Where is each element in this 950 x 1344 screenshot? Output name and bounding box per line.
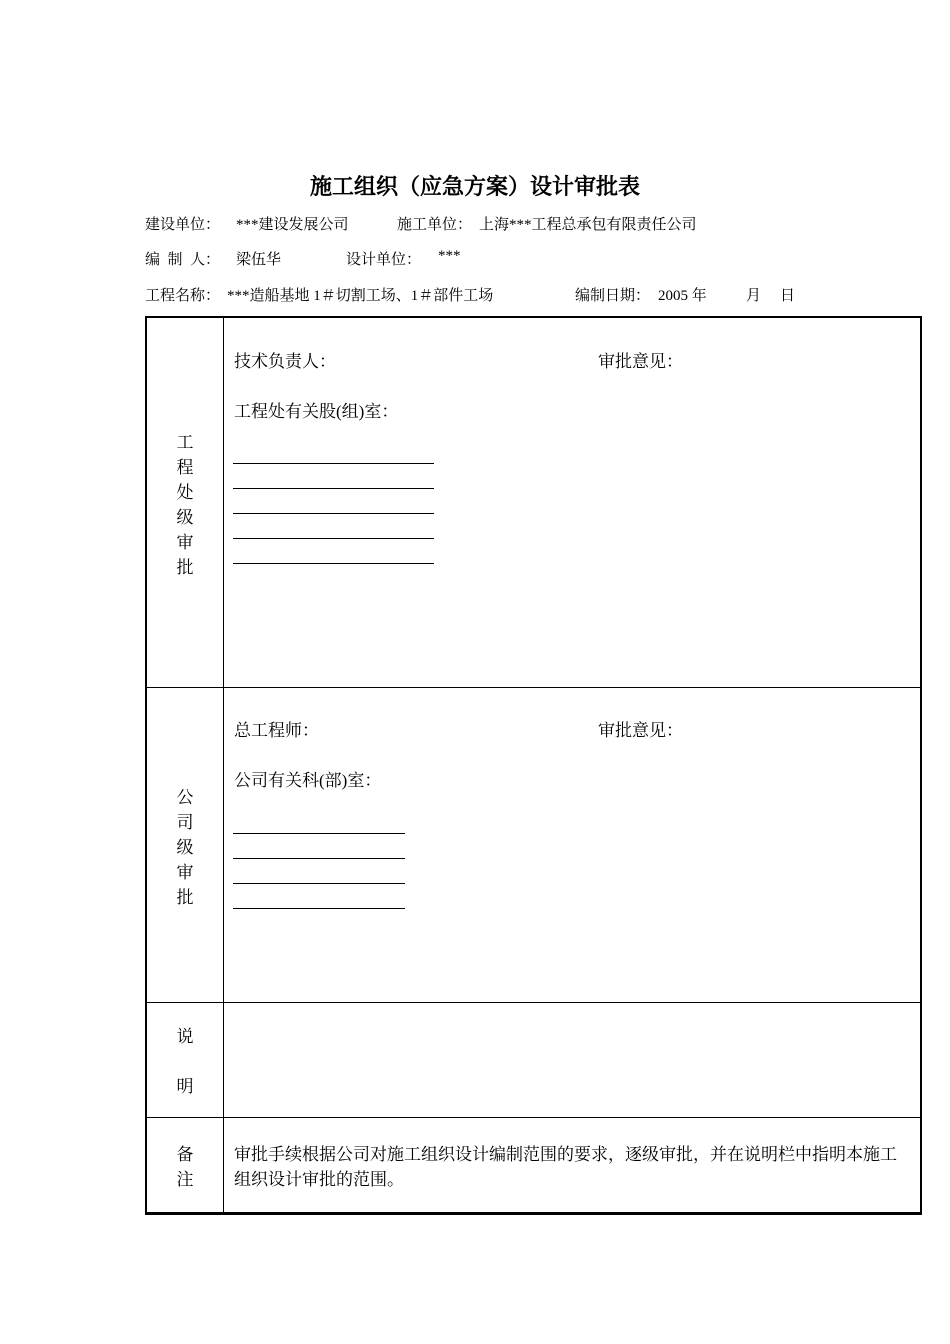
compile-date-day: 日 — [780, 288, 796, 304]
row-divider-1 — [145, 687, 922, 688]
remarks-text: 审批手续根据公司对施工组织设计编制范围的要求，逐级审批，并在说明栏中指明本施工组织设计审批的范围。 — [234, 1145, 897, 1189]
row-divider-3 — [145, 1117, 922, 1118]
page-title: 施工组织（应急方案）设计审批表 — [309, 175, 640, 200]
design-unit-label: 设计单位： — [346, 252, 422, 268]
company-dept-label: 公司有关科(部)室： — [234, 771, 382, 790]
construction-unit-label: 建设单位： — [145, 217, 221, 233]
section-label-remarks: 备 注 — [176, 1145, 194, 1189]
chief-engineer-label: 总工程师： — [234, 721, 319, 740]
compile-date-label: 编制日期： — [575, 288, 651, 304]
contractor-value: 上海***工程总承包有限责任公司 — [479, 217, 697, 233]
compile-date-month: 月 — [746, 288, 762, 304]
row-divider-2 — [145, 1002, 922, 1003]
engineering-opinion-label: 审批意见： — [598, 352, 683, 371]
compile-date-year: 2005 年 — [658, 288, 707, 304]
signature-line — [233, 563, 434, 564]
signature-line — [233, 538, 434, 539]
contractor-label: 施工单位： — [397, 217, 473, 233]
design-unit-value: *** — [438, 248, 461, 264]
table-border-bottom — [145, 1212, 922, 1215]
company-opinion-label: 审批意见： — [598, 721, 683, 740]
section-label-explanation: 说 明 — [176, 1027, 194, 1096]
table-border-right — [920, 316, 922, 1215]
signature-line — [233, 908, 405, 909]
signature-line — [233, 883, 405, 884]
signature-line — [233, 488, 434, 489]
tech-lead-label: 技术负责人： — [234, 352, 336, 371]
construction-unit-value: ***建设发展公司 — [236, 217, 349, 233]
signature-line — [233, 858, 405, 859]
signature-line — [233, 463, 434, 464]
compiler-label: 编 制 人： — [145, 252, 221, 268]
explanation-field[interactable] — [225, 1004, 919, 1116]
engineering-dept-label: 工程处有关股(组)室： — [234, 402, 399, 421]
section-label-engineering-office: 工 程 处 级 审 批 — [176, 433, 194, 577]
compiler-value: 梁伍华 — [236, 252, 282, 268]
section-label-company: 公 司 级 审 批 — [176, 788, 194, 907]
signature-line — [233, 833, 405, 834]
project-name-label: 工程名称： — [145, 288, 221, 304]
project-name-value: ***造船基地 1＃切割工场、1＃部件工场 — [227, 288, 494, 304]
signature-line — [233, 513, 434, 514]
table-border-top — [145, 316, 922, 318]
